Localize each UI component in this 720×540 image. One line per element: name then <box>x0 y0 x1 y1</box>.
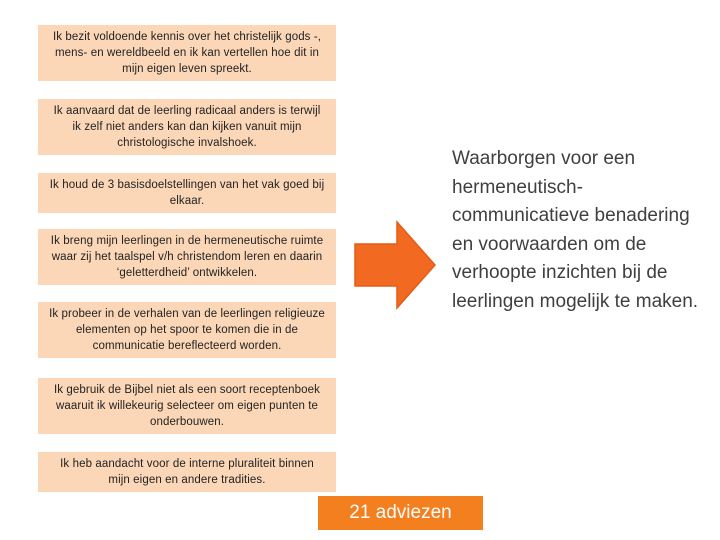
badge-label: 21 adviezen <box>349 502 452 523</box>
statement-text: Ik breng mijn leerlingen in de hermeneutische ruimte waar zij het taalspel v/h christendom leren en daarin ‘geletterdheid’ ontwikkelen. <box>50 235 324 279</box>
statement-box-2 <box>38 99 336 155</box>
statement-text: Ik houd de 3 basisdoelstellingen van het vak goed bij elkaar. <box>49 179 325 207</box>
statement-text: Ik aanvaard dat de leerling radicaal anders is terwijl ik zelf niet anders kan dan kijken vanuit mijn christologische invalshoek. <box>53 105 321 149</box>
statement-text: Ik gebruik de Bijbel niet als een soort receptenboek waaruit ik willekeurig selecteer om eigen punten te onderbouwen. <box>53 384 321 428</box>
statement-box-4 <box>38 229 336 285</box>
statement-box-6 <box>38 378 336 434</box>
statement-text: Ik bezit voldoende kennis over het christelijk gods -, mens- en wereldbeeld en ik kan vertellen hoe dit in mijn eigen leven spreekt. <box>52 31 322 75</box>
summary-text: Waarborgen voor een hermeneutisch-communicatieve benadering en voorwaarden om de verhoopte inzichten bij de leerlingen mogelijk te maken. <box>452 148 699 312</box>
statement-box-1 <box>38 25 336 81</box>
statement-text: Ik heb aandacht voor de interne pluraliteit binnen mijn eigen en andere tradities. <box>60 458 314 486</box>
right-arrow-icon <box>353 220 437 310</box>
advice-count-badge <box>318 496 483 530</box>
statement-text: Ik probeer in de verhalen van de leerlingen religieuze elementen op het spoor te komen die in de communicatie bereflecteerd worden. <box>49 308 325 352</box>
statement-box-7 <box>38 452 336 492</box>
statement-box-3 <box>38 173 336 213</box>
statement-box-5 <box>38 302 336 358</box>
